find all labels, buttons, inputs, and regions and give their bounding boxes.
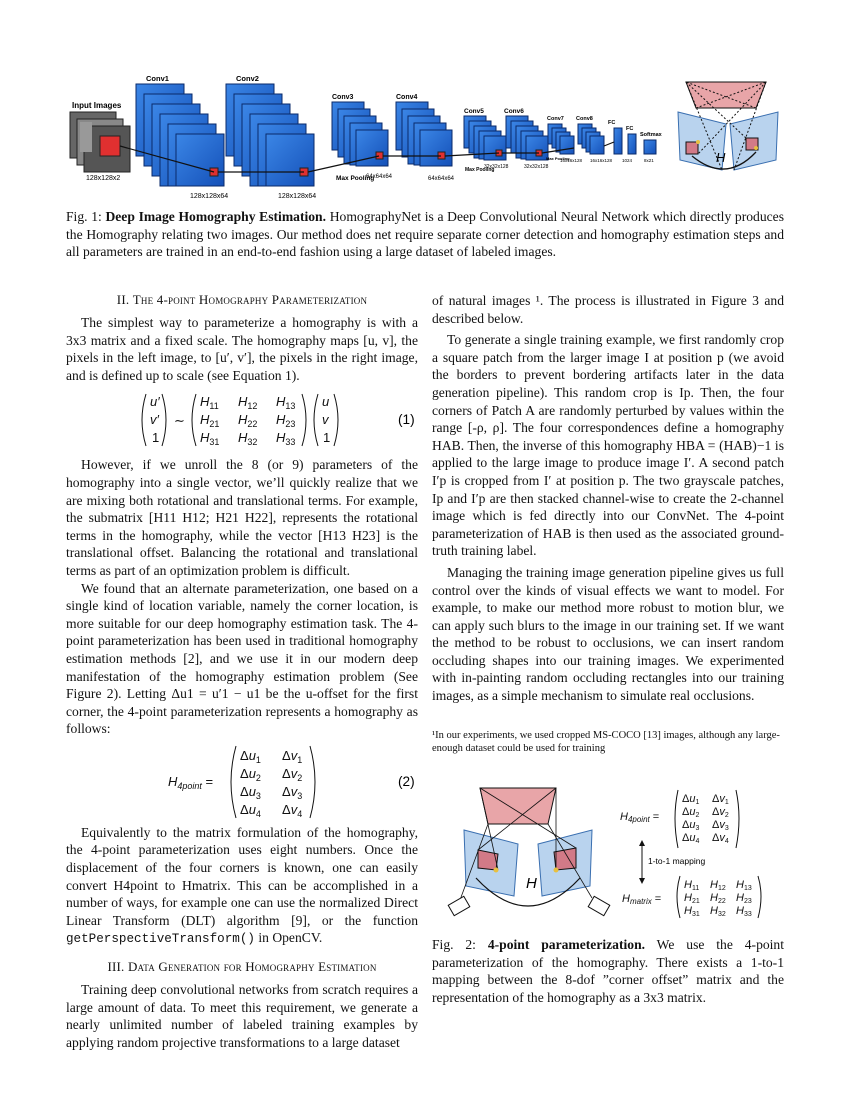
conv8-label: Conv8: [576, 116, 593, 122]
figure-1: [66, 72, 786, 210]
svg-text:Hmatrix =: Hmatrix =: [622, 893, 662, 906]
svg-text:H21: H21: [684, 892, 700, 905]
svg-text:1: 1: [323, 430, 331, 446]
svg-text:Δv1: $\Delta v_1$: [282, 747, 303, 765]
fc2-block: [628, 134, 636, 154]
svg-text:H13: H13: [736, 879, 752, 892]
network-diagram: [66, 72, 786, 210]
homography-illustration: [678, 82, 778, 170]
fig2-caption-text: We use the 4-point parameterization of the homography. There exists a 1-to-1 mapping between the 8-dof ”corner offset” matrix and the representation of the homography as a 3x3 matrix.: [432, 937, 785, 1005]
svg-text:H12: $H_{12}$: [238, 394, 258, 412]
equation-2: [66, 744, 418, 820]
s2-paragraph-3: We found that an alternate parameterization, one based on a single kind of location variable, namely the corner location, is more suitable for our deep homography estimation task. The 4-point parameterization has been used in traditional homography estimation methods [2], and we use it in our modern deep manifestation of the homography estimation problem (See Figure 2). Letting Δu1 = u′1 − u1 be the u-offset for the first corner, the 4-point parameterization represents a homography as follows:: [66, 580, 418, 737]
figure-2-caption: [432, 936, 784, 1006]
r-paragraph-0: of natural images ¹. The process is illustrated in Figure 3 and described below.: [432, 293, 784, 326]
conv6-dims: 32x32x128: [524, 164, 549, 170]
footnote: ¹In our experiments, we used cropped MS-COCO [13] images, although any large-enough dataset could be used for training: [432, 729, 780, 754]
conv3-label: Conv3: [332, 94, 354, 101]
conv8-stack: [578, 124, 604, 154]
svg-text:Δu4: $\Delta u_4$: [240, 801, 261, 819]
section-2-heading: [66, 292, 418, 308]
svg-text:Δu3: Δu3: [682, 819, 700, 832]
softmax-block: [644, 140, 656, 154]
conv5-dims: 32x32x128: [484, 164, 509, 170]
pool-1: Max Pooling: [336, 175, 375, 182]
pool-3: Max Pooling: [546, 156, 570, 161]
conv4-dims: 64x64x64: [428, 176, 455, 182]
s2-paragraph-4: [66, 824, 418, 949]
equation-2-svg: [66, 744, 418, 820]
fig2-h-label: H: [526, 875, 537, 892]
s2-p4-code: getPerspectiveTransform(): [66, 932, 255, 947]
section-3-title: Data Generation for Homography Estimation: [127, 959, 377, 975]
out-dims: 8x21: [644, 158, 654, 163]
input-label: Input Images: [72, 101, 122, 110]
fig2-illustration: [448, 788, 610, 916]
conv5-label: Conv5: [464, 108, 484, 115]
figure-2: [440, 778, 784, 930]
svg-text:H13: $H_{13}$: [276, 394, 296, 412]
svg-text:H23: $H_{23}$: [276, 412, 296, 430]
svg-text:u: u: [322, 394, 330, 410]
svg-text:H4point =: H4point =: [620, 811, 660, 824]
svg-text:u′: u′: [150, 394, 160, 410]
svg-text:1: 1: [152, 430, 160, 446]
r-paragraph-2: Managing the training image generation pipeline gives us full control over the kinds of visual effects we want to model. For example, to make our method more robust to motion blur, we can apply such blurs to the image in our training set. If we want the method to be robust to occlusions, we can insert random occluding shapes into our training images. We experimented with in-painting random occluding rectangles into our training images, as a simple mechanism to simulate real occlusions.: [432, 564, 784, 704]
svg-text:Δv2: $\Delta v_2$: [282, 765, 303, 783]
s2-p4-text: Equivalently to the matrix formulation of the homography, the 4-point parameterization uses eight numbers. Once the displacement of the four corners is known, one can easily convert H4point to Hmatrix. This can be accomplished in a number of ways, for example one can use the normalized Direct Linear Transform (DLT) algorithm [9], or the function: [66, 824, 418, 928]
figure-1-caption: [66, 208, 784, 261]
pool-2: Max Pooling: [465, 167, 495, 173]
input-images: [70, 112, 130, 172]
fc1-label: FC: [608, 120, 616, 126]
fc-dims: 1024: [622, 158, 633, 163]
fig1-caption-bold: Deep Image Homography Estimation.: [105, 209, 327, 224]
conv2-label: Conv2: [236, 74, 259, 83]
mapping-label: 1-to-1 mapping: [648, 856, 706, 866]
svg-text:Δu1: $\Delta u_1$: [240, 747, 261, 765]
fig2-caption-prefix: Fig. 2:: [432, 937, 476, 952]
conv7-dims: 16x16x128: [560, 158, 583, 163]
s3-paragraph-1: Training deep convolutional networks from scratch requires a large amount of data. To meet this requirement, we generate a nearly unlimited number of labeled training examples by applying random projective transformations to a large dataset: [66, 982, 418, 1050]
fig1-caption-prefix: Fig. 1:: [66, 209, 102, 224]
fig1-caption-text: HomographyNet is a Deep Convolutional Neural Network which directly produces the Homography relating two images. Our method does net require separate corner detection and homography estimation steps and all parameters are trained in an end-to-end fashion using a large dataset of labeled images.: [66, 209, 784, 260]
svg-text:H23: H23: [736, 892, 752, 905]
mapping-arrow: [639, 840, 705, 884]
conv2-stack: [226, 84, 314, 186]
conv4-label: Conv4: [396, 94, 418, 101]
s2-paragraph-1: The simplest way to parameterize a homography is with a 3x3 matrix and a fixed scale. The homography maps [u, v], the pixels in the left image, to [u′, v′], the pixels in the right image, and is defined up to scale (see Equation 1).: [66, 315, 418, 383]
left-column: [66, 292, 418, 1051]
svg-text:Δv4: $\Delta v_4$: [282, 801, 303, 819]
equation-1: [66, 390, 418, 452]
figure-2-svg: [440, 778, 784, 930]
s2-p4-tail: in OpenCV.: [258, 930, 323, 946]
softmax-label: Softmax: [640, 132, 662, 138]
conv8-dims: 16x16x128: [590, 158, 613, 163]
svg-text:H4point =: $H_{4point}$ =: [168, 773, 214, 791]
svg-text:Δu1: Δu1: [682, 793, 700, 806]
svg-text:Δv3: $\Delta v_3$: [282, 783, 303, 801]
fc2-label: FC: [626, 126, 634, 132]
fig2-caption-bold: 4-point parameterization.: [487, 937, 646, 952]
conv3-dims: 64x64x64: [366, 174, 393, 180]
conv7-label: Conv7: [547, 116, 564, 122]
svg-text:Δv1: Δv1: [712, 793, 729, 806]
svg-text:H22: $H_{22}$: [238, 412, 258, 430]
svg-text:H11: H11: [684, 879, 700, 892]
svg-text:Δu2: $\Delta u_2$: [240, 765, 261, 783]
svg-text:Δv3: Δv3: [712, 819, 729, 832]
conv2-dims: 128x128x64: [278, 193, 317, 200]
r-paragraph-1: To generate a single training example, we first randomly crop a square patch from the larger image I at position p (we avoid the borders to prevent bordering artifacts later in the data generation pipeline). This random crop is Ip. Then, the four corners of Patch A are randomly perturbed by values within the range [-ρ, ρ]. The four correspondences define a homography HAB. Then, the inverse of this homography HBA = (HAB)−1 is applied to the large image to produce image I′. A second patch I′p is cropped from I′ at position p. The two grayscale patches, Ip and I′p are then stacked channel-wise to create the 2-channel image which is fed directly into our ConvNet. The 4-point parameterization of HAB is then used as the associated ground-truth training label.: [432, 332, 784, 559]
svg-text:Δv2: Δv2: [712, 806, 729, 819]
eq1-number: (1): [398, 412, 415, 428]
conv1-label: Conv1: [146, 74, 169, 83]
conv1-dims: 128x128x64: [190, 193, 229, 200]
svg-text:H32: H32: [710, 905, 726, 918]
s2-paragraph-2: However, if we unroll the 8 (or 9) parameters of the homography into a single vector, we’ll quickly realize that we are mixing both rotational and translational terms. For example, the submatrix [H11 H12; H21 H22], represents the rotational terms in the homography, while the vector [H13 H23] is the translational offset. Balancing the rotational and translational terms as part of an optimization problem is difficult.: [66, 457, 418, 578]
svg-text:Δv4: Δv4: [712, 832, 729, 845]
right-column: [432, 292, 784, 755]
input-dims: 128x128x2: [86, 175, 121, 182]
svg-text:H12: H12: [710, 879, 726, 892]
svg-text:∼: ∼: [174, 413, 185, 429]
fc1-block: [614, 128, 622, 154]
svg-text:H11: $H_{11}$: [200, 394, 219, 412]
section-2-number: II.: [116, 292, 130, 307]
conv3-stack: [332, 102, 388, 166]
fig2-matrices: [620, 790, 761, 918]
svg-text:Δu4: Δu4: [682, 832, 700, 845]
svg-text:H31: $H_{31}$: [200, 430, 220, 448]
svg-text:Δu2: Δu2: [682, 806, 700, 819]
svg-text:H22: H22: [710, 892, 726, 905]
section-3-number: III.: [107, 959, 125, 975]
svg-text:H33: H33: [736, 905, 752, 918]
svg-text:H32: $H_{32}$: [238, 430, 258, 448]
conv6-label: Conv6: [504, 108, 524, 115]
svg-text:H31: H31: [684, 905, 700, 918]
equation-1-svg: [66, 390, 418, 450]
svg-text:Δu3: $\Delta u_3$: [240, 783, 261, 801]
svg-text:v′: v′: [150, 412, 159, 428]
svg-text:H21: $H_{21}$: [200, 412, 220, 430]
svg-text:v: v: [322, 412, 329, 428]
fig1-h-label: H: [716, 150, 726, 165]
section-2-title: The 4-point Homography Parameterization: [132, 292, 368, 307]
svg-text:H33: $H_{33}$: [276, 430, 296, 448]
section-3-heading: [66, 959, 418, 975]
eq2-number: (2): [398, 773, 415, 789]
